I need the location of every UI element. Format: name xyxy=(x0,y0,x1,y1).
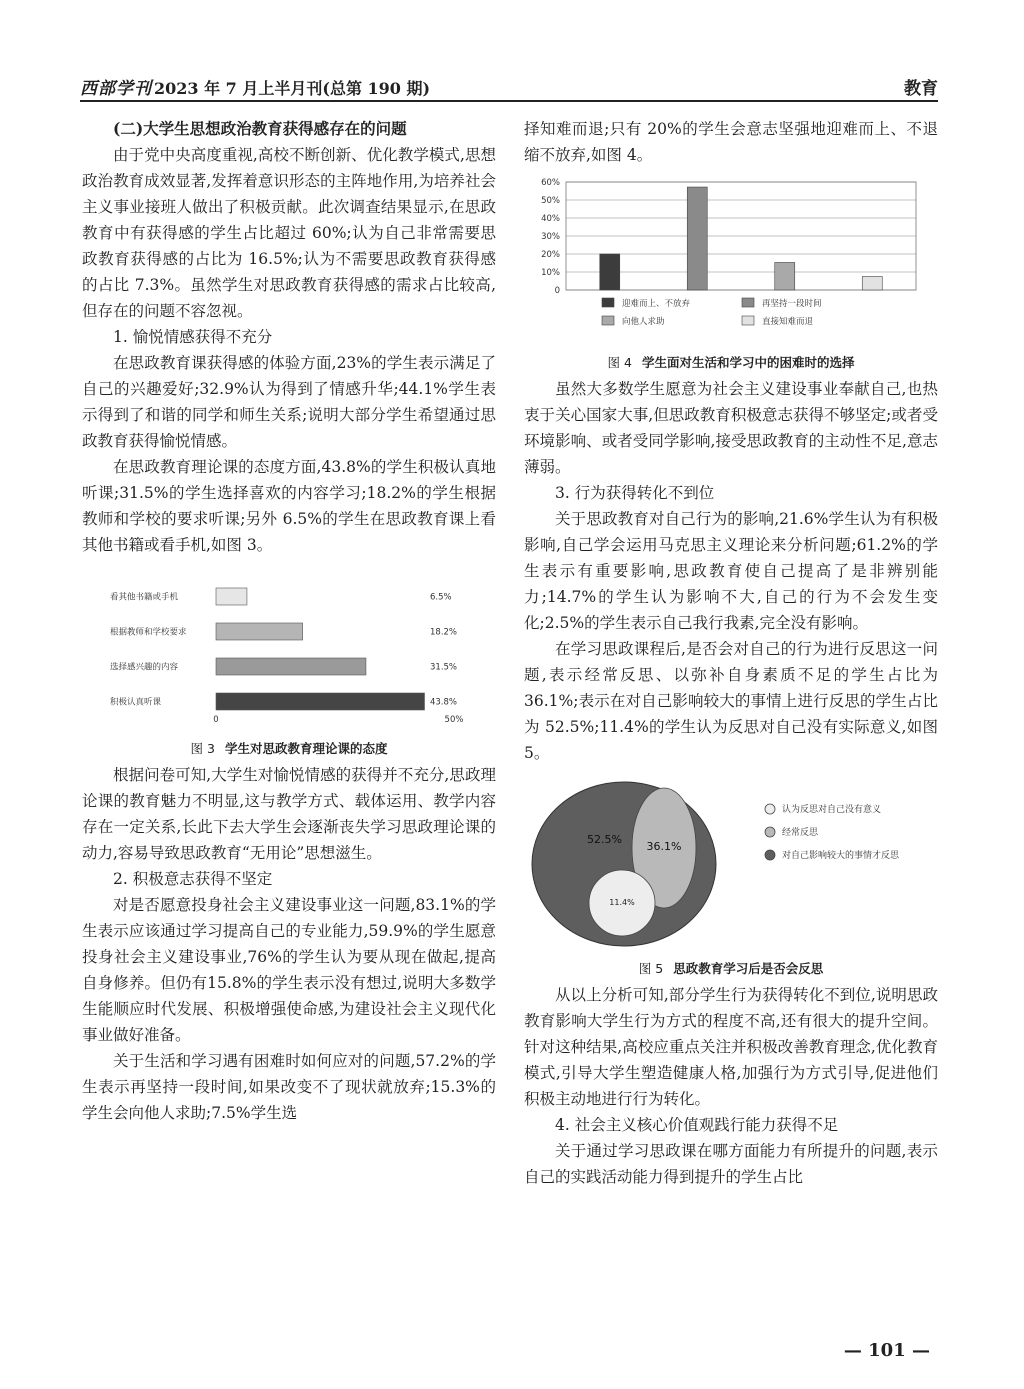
figure-number: 图 3 xyxy=(190,741,215,756)
bar xyxy=(687,187,707,290)
figure-number: 图 5 xyxy=(638,961,664,976)
section-heading: (二)大学生思想政治教育获得感存在的问题 xyxy=(113,119,407,138)
y-tick-label: 30% xyxy=(541,232,560,242)
data-label: 52.5% xyxy=(587,833,622,846)
legend-swatch xyxy=(602,316,614,325)
legend-label: 直接知难而退 xyxy=(762,317,814,327)
figure-caption xyxy=(524,960,938,978)
paragraph: 择知难而退;只有 20%的学生会意志坚强地迎难而上、不退缩不放弃,如图 4。 xyxy=(524,120,938,164)
page-header xyxy=(80,72,938,102)
y-tick-label: 20% xyxy=(541,250,560,260)
figure-title: 学生对思政教育理论课的态度 xyxy=(224,741,388,756)
paragraph: 虽然大多数学生愿意为社会主义建设事业奉献自己,也热衷于关心国家大事,但思政教育积极意志获得不够坚定;或者受环境影响、或者受同学影响,接受思政教育的主动性不足,意志薄弱。 xyxy=(524,380,938,476)
bar xyxy=(600,254,620,290)
right-column xyxy=(524,116,938,1190)
legend-label: 经常反思 xyxy=(782,828,819,838)
paragraph: 在学习思政课程后,是否会对自己的行为进行反思这一问题,表示经常反思、以弥补自身素质不足的学生占比为 36.1%;表示在对自己影响较大的事情上进行反思的学生占比为 52.5%;11.4%的学生认为反思对自己没有实际意义,如图 5。 xyxy=(524,640,938,762)
paragraph: 对是否愿意投身社会主义建设事业这一问题,83.1%的学生表示应该通过学习提高自己的专业能力,59.9%的学生愿意投身社会主义建设事业,76%的学生认为要从现在做起,提高自身修养。但仍有15.8%的学生表示没有想过,说明大多数学生能顺应时代发展、积极增强使命感,为建设社会主义现代化事业做好准备。 xyxy=(82,896,496,1044)
paragraph: 在思政教育课获得感的体验方面,23%的学生表示满足了自己的兴趣爱好;32.9%认为得到了情感升华;44.1%学生表示得到了和谐的同学和师生关系;说明大部分学生希望通过思政教育获得愉悦情感。 xyxy=(82,354,496,450)
legend-swatch xyxy=(602,298,614,307)
figure-title: 思政教育学习后是否会反思 xyxy=(673,961,824,976)
category-label: 根据教师和学校要求 xyxy=(110,627,187,638)
legend-label: 迎难而上、不放弃 xyxy=(622,299,691,309)
legend-label: 对自己影响较大的事情才反思 xyxy=(782,851,900,861)
section-title: 教育 xyxy=(904,79,938,99)
page-number: — 101 — xyxy=(843,1340,930,1361)
category-label: 看其他书籍或手机 xyxy=(110,592,179,603)
subheading: 2. 积极意志获得不坚定 xyxy=(113,870,273,888)
paragraph: 从以上分析可知,部分学生行为获得转化不到位,说明思政教育影响大学生行为方式的程度不高,还有很大的提升空间。针对这种结果,高校应重点关注并积极改善教育理念,优化教育模式,引导大学生塑造健康人格,加强行为方式引导,促进他们积极主动地进行行为转化。 xyxy=(524,986,938,1108)
fig5-chart xyxy=(524,778,938,950)
figure-number: 图 4 xyxy=(607,355,632,370)
legend-swatch xyxy=(742,298,754,307)
data-label: 36.1% xyxy=(646,840,682,853)
subheading: 3. 行为获得转化不到位 xyxy=(555,484,715,502)
category-label: 选择感兴趣的内容 xyxy=(110,662,179,673)
paragraph: 根据问卷可知,大学生对愉悦情感的获得并不充分,思政理论课的教育魅力不明显,这与教学方式、载体运用、教学内容存在一定关系,长此下去大学生会逐渐丧失学习思政理论课的动力,容易导致思政教育“无用论”思想滋生。 xyxy=(82,766,496,862)
figure-caption xyxy=(82,740,496,758)
x-tick-label: 50% xyxy=(444,715,464,725)
figure-4 xyxy=(524,174,938,372)
fig4-chart xyxy=(524,174,938,344)
y-tick-label: 60% xyxy=(541,178,560,188)
legend-label: 向他人求助 xyxy=(622,317,665,327)
y-tick-label: 50% xyxy=(541,196,560,206)
figure-3 xyxy=(82,570,496,758)
paragraph: 关于思政教育对自己行为的影响,21.6%学生认为有积极影响,自己学会运用马克思主义理论来分析问题;61.2%的学生表示有重要影响,思政教育使自己提高了是非辨别能力;14.7%的学生认为影响不大,自己的行为不会发生变化;2.5%的学生表示自己我行我素,完全没有影响。 xyxy=(524,510,938,632)
journal-logo: 西部学刊 xyxy=(80,79,152,99)
bar xyxy=(216,693,424,710)
data-label: 43.8% xyxy=(430,697,458,708)
bar xyxy=(216,623,303,640)
paragraph: 关于生活和学习遇有困难时如何应对的问题,57.2%的学生表示再坚持一段时间,如果改变不了现状就放弃;15.3%的学生会向他人求助;7.5%学生选 xyxy=(82,1052,496,1122)
bar xyxy=(862,277,882,291)
legend-swatch xyxy=(765,850,775,860)
left-column xyxy=(82,116,496,1126)
fig3-chart xyxy=(82,570,496,730)
legend-swatch xyxy=(765,804,775,814)
subheading: 4. 社会主义核心价值观践行能力获得不足 xyxy=(555,1116,839,1134)
legend-label: 再坚持一段时间 xyxy=(762,299,822,309)
bar xyxy=(775,262,795,290)
category-label: 积极认真听课 xyxy=(110,697,162,708)
x-tick-label: 0 xyxy=(213,715,219,725)
y-tick-label: 0 xyxy=(554,286,560,296)
paragraph: 关于通过学习思政课在哪方面能力有所提升的问题,表示自己的实践活动能力得到提升的学生占比 xyxy=(524,1142,938,1186)
data-label: 6.5% xyxy=(430,592,452,603)
figure-caption xyxy=(524,354,938,372)
figure-5 xyxy=(524,778,938,978)
y-tick-label: 40% xyxy=(541,214,560,224)
journal-issue: 2023 年 7 月上半月刊(总第 190 期) xyxy=(154,79,431,98)
legend-swatch xyxy=(742,316,754,325)
paragraph: 由于党中央高度重视,高校不断创新、优化教学模式,思想政治教育成效显著,发挥着意识形态的主阵地作用,为培养社会主义事业接班人做出了积极贡献。此次调查结果显示,在思政教育中有获得感的学生占比超过 60%;认为自己非常需要思政教育获得感的占比为 16.5%;认为不需要思政教育获得感的占比 7.3%。虽然学生对思政教育获得感的需求占比较高,但存在的问题不容忽视。 xyxy=(82,146,496,320)
bar xyxy=(216,588,247,605)
data-label: 11.4% xyxy=(609,898,635,907)
paragraph: 在思政教育理论课的态度方面,43.8%的学生积极认真地听课;31.5%的学生选择喜欢的内容学习;18.2%的学生根据教师和学校的要求听课;另外 6.5%的学生在思政教育课上看其他书籍或看手机,如图 3。 xyxy=(82,458,496,554)
legend-label: 认为反思对自己没有意义 xyxy=(782,805,882,815)
figure-title: 学生面对生活和学习中的困难时的选择 xyxy=(641,355,855,370)
y-tick-label: 10% xyxy=(541,268,560,278)
data-label: 31.5% xyxy=(430,662,458,673)
data-label: 18.2% xyxy=(430,627,458,638)
legend-swatch xyxy=(765,827,775,837)
subheading: 1. 愉悦情感获得不充分 xyxy=(113,328,273,346)
bar xyxy=(216,658,366,675)
